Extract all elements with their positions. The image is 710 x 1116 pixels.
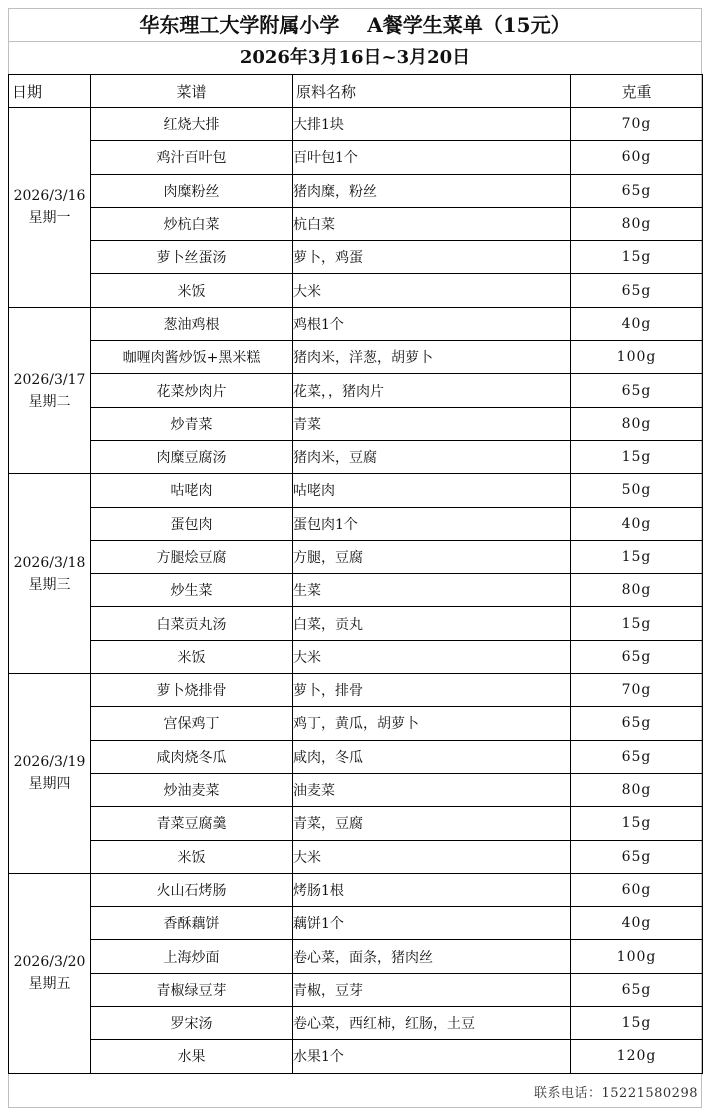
dish-name: 咕咾肉 bbox=[91, 474, 293, 507]
header-date: 日期 bbox=[9, 75, 91, 108]
weight: 60g bbox=[571, 873, 703, 906]
day-date: 2026/3/18 bbox=[13, 554, 86, 571]
ingredients: 藕饼1个 bbox=[293, 907, 571, 940]
table-row bbox=[9, 108, 703, 141]
table-row bbox=[9, 307, 703, 340]
ingredients: 猪肉糜，粉丝 bbox=[293, 174, 571, 207]
weight: 65g bbox=[571, 274, 703, 307]
ingredients: 花菜，，猪肉片 bbox=[293, 374, 571, 407]
dish-name: 萝卜丝蛋汤 bbox=[91, 241, 293, 274]
table-row bbox=[9, 674, 703, 707]
table-row bbox=[9, 374, 703, 407]
table-row bbox=[9, 1040, 703, 1073]
dish-name: 罗宋汤 bbox=[91, 1007, 293, 1040]
ingredients: 大排1块 bbox=[293, 108, 571, 141]
table-row bbox=[9, 440, 703, 473]
weight: 15g bbox=[571, 807, 703, 840]
day-weekday: 星期一 bbox=[28, 210, 71, 227]
table-row bbox=[9, 840, 703, 873]
weight: 80g bbox=[571, 407, 703, 440]
dish-name: 米饭 bbox=[91, 840, 293, 873]
page-title: 华东理工大学附属小学 A餐学生菜单（15元） bbox=[139, 13, 571, 37]
day-date: 2026/3/16 bbox=[13, 188, 86, 205]
table-header-row bbox=[9, 75, 703, 108]
ingredients: 大米 bbox=[293, 274, 571, 307]
weight: 15g bbox=[571, 440, 703, 473]
ingredients: 鸡根1个 bbox=[293, 307, 571, 340]
ingredients: 咸肉，冬瓜 bbox=[293, 740, 571, 773]
weight: 65g bbox=[571, 640, 703, 673]
dish-name: 上海炒面 bbox=[91, 940, 293, 973]
weight: 15g bbox=[571, 540, 703, 573]
weight: 65g bbox=[571, 740, 703, 773]
ingredients: 萝卜，排骨 bbox=[293, 674, 571, 707]
ingredients: 猪肉米，洋葱，胡萝卜 bbox=[293, 341, 571, 374]
ingredients: 杭白菜 bbox=[293, 207, 571, 240]
ingredients: 青菜，豆腐 bbox=[293, 807, 571, 840]
ingredients: 咕咾肉 bbox=[293, 474, 571, 507]
table-row bbox=[9, 507, 703, 540]
header-ingredients: 原料名称 bbox=[293, 75, 571, 108]
table-row bbox=[9, 207, 703, 240]
dish-name: 方腿烩豆腐 bbox=[91, 540, 293, 573]
ingredients: 水果1个 bbox=[293, 1040, 571, 1073]
dish-name: 蛋包肉 bbox=[91, 507, 293, 540]
table-row bbox=[9, 973, 703, 1006]
date-range: 2026年3月16日~3月20日 bbox=[239, 47, 471, 68]
table-row bbox=[9, 574, 703, 607]
weight: 120g bbox=[571, 1040, 703, 1073]
ingredients: 鸡丁，黄瓜，胡萝卜 bbox=[293, 707, 571, 740]
weight: 15g bbox=[571, 241, 703, 274]
dish-name: 宫保鸡丁 bbox=[91, 707, 293, 740]
dish-name: 鸡汁百叶包 bbox=[91, 141, 293, 174]
day-date: 2026/3/19 bbox=[13, 754, 86, 771]
header-weight: 克重 bbox=[571, 75, 703, 108]
dish-name: 青菜豆腐羹 bbox=[91, 807, 293, 840]
ingredients: 大米 bbox=[293, 640, 571, 673]
day-date-cell bbox=[9, 108, 91, 308]
ingredients: 油麦菜 bbox=[293, 773, 571, 806]
contact-info bbox=[534, 1082, 698, 1101]
table-row bbox=[9, 241, 703, 274]
table-row bbox=[9, 773, 703, 806]
table-row bbox=[9, 940, 703, 973]
menu-table bbox=[8, 74, 703, 1074]
menu-body bbox=[9, 108, 703, 1074]
header-dish: 菜谱 bbox=[91, 75, 293, 108]
day-date: 2026/3/20 bbox=[13, 954, 86, 971]
weight: 80g bbox=[571, 574, 703, 607]
table-row bbox=[9, 707, 703, 740]
ingredients: 生菜 bbox=[293, 574, 571, 607]
ingredients: 萝卜，鸡蛋 bbox=[293, 241, 571, 274]
dish-name: 葱油鸡根 bbox=[91, 307, 293, 340]
dish-name: 红烧大排 bbox=[91, 108, 293, 141]
weight: 60g bbox=[571, 141, 703, 174]
dish-name: 肉糜豆腐汤 bbox=[91, 440, 293, 473]
ingredients: 卷心菜，西红柿，红肠，土豆 bbox=[293, 1007, 571, 1040]
table-row bbox=[9, 407, 703, 440]
dish-name: 白菜贡丸汤 bbox=[91, 607, 293, 640]
dish-name: 炒杭白菜 bbox=[91, 207, 293, 240]
ingredients: 青椒，豆芽 bbox=[293, 973, 571, 1006]
ingredients: 蛋包肉1个 bbox=[293, 507, 571, 540]
weight: 65g bbox=[571, 174, 703, 207]
weight: 80g bbox=[571, 773, 703, 806]
day-date-cell bbox=[9, 873, 91, 1073]
dish-name: 香酥藕饼 bbox=[91, 907, 293, 940]
dish-name: 肉糜粉丝 bbox=[91, 174, 293, 207]
dish-name: 水果 bbox=[91, 1040, 293, 1073]
dish-name: 炒青菜 bbox=[91, 407, 293, 440]
table-row bbox=[9, 474, 703, 507]
ingredients: 大米 bbox=[293, 840, 571, 873]
contact-phone: 15221580298 bbox=[601, 1086, 698, 1101]
ingredients: 卷心菜，面条，猪肉丝 bbox=[293, 940, 571, 973]
table-row bbox=[9, 174, 703, 207]
table-row bbox=[9, 341, 703, 374]
table-row bbox=[9, 274, 703, 307]
ingredients: 烤肠1根 bbox=[293, 873, 571, 906]
weight: 70g bbox=[571, 674, 703, 707]
weight: 40g bbox=[571, 907, 703, 940]
table-row bbox=[9, 807, 703, 840]
weight: 65g bbox=[571, 707, 703, 740]
dish-name: 米饭 bbox=[91, 640, 293, 673]
day-weekday: 星期四 bbox=[28, 776, 71, 793]
weight: 40g bbox=[571, 507, 703, 540]
day-date-cell bbox=[9, 674, 91, 874]
weight: 15g bbox=[571, 1007, 703, 1040]
weight: 50g bbox=[571, 474, 703, 507]
dish-name: 花菜炒肉片 bbox=[91, 374, 293, 407]
dish-name: 萝卜烧排骨 bbox=[91, 674, 293, 707]
table-row bbox=[9, 607, 703, 640]
dish-name: 青椒绿豆芽 bbox=[91, 973, 293, 1006]
ingredients: 青菜 bbox=[293, 407, 571, 440]
table-row bbox=[9, 907, 703, 940]
weight: 100g bbox=[571, 940, 703, 973]
table-row bbox=[9, 141, 703, 174]
weight: 65g bbox=[571, 973, 703, 1006]
dish-name: 炒油麦菜 bbox=[91, 773, 293, 806]
ingredients: 白菜，贡丸 bbox=[293, 607, 571, 640]
weight: 80g bbox=[571, 207, 703, 240]
weight: 40g bbox=[571, 307, 703, 340]
day-date: 2026/3/17 bbox=[13, 371, 86, 388]
ingredients: 方腿，豆腐 bbox=[293, 540, 571, 573]
weight: 100g bbox=[571, 341, 703, 374]
ingredients: 百叶包1个 bbox=[293, 141, 571, 174]
dish-name: 米饭 bbox=[91, 274, 293, 307]
day-weekday: 星期三 bbox=[28, 576, 71, 593]
dish-name: 咸肉烧冬瓜 bbox=[91, 740, 293, 773]
dish-name: 咖喱肉酱炒饭+黑米糕 bbox=[91, 341, 293, 374]
day-date-cell bbox=[9, 307, 91, 473]
day-weekday: 星期二 bbox=[28, 393, 71, 410]
dish-name: 炒生菜 bbox=[91, 574, 293, 607]
weight: 15g bbox=[571, 607, 703, 640]
weight: 70g bbox=[571, 108, 703, 141]
weight: 65g bbox=[571, 374, 703, 407]
dish-name: 火山石烤肠 bbox=[91, 873, 293, 906]
table-row bbox=[9, 740, 703, 773]
day-date-cell bbox=[9, 474, 91, 674]
ingredients: 猪肉米，豆腐 bbox=[293, 440, 571, 473]
contact-label: 联系电话： bbox=[534, 1086, 602, 1101]
table-row bbox=[9, 873, 703, 906]
weight: 65g bbox=[571, 840, 703, 873]
table-row bbox=[9, 1007, 703, 1040]
day-weekday: 星期五 bbox=[28, 976, 71, 993]
table-row bbox=[9, 540, 703, 573]
table-row bbox=[9, 640, 703, 673]
